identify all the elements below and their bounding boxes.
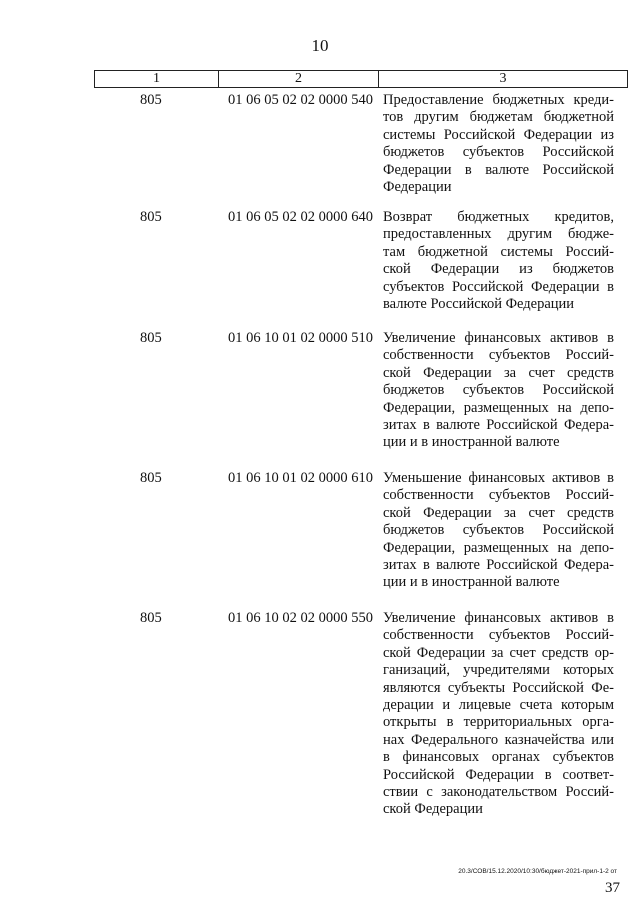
description-line: зитах в валюте Российской Федера- (383, 417, 614, 434)
admin-code-cell: 805 (140, 610, 162, 626)
footer-sheet-number: 37 (605, 880, 620, 896)
description-line: системы Российской Федерации из (383, 126, 614, 143)
column-header-table (94, 70, 628, 88)
description-cell (383, 92, 614, 196)
description-line: собственности субъектов Россий- (383, 347, 614, 364)
budget-code-cell: 01 06 10 02 02 0000 550 (228, 610, 373, 626)
description-line: там бюджетной системы Россий- (383, 243, 614, 260)
admin-code-cell: 805 (140, 209, 162, 225)
description-line: зитах в валюте Российской Федера- (383, 557, 614, 574)
description-line: ганизаций, учредителями которых (383, 662, 614, 679)
budget-code-cell: 01 06 05 02 02 0000 640 (228, 209, 373, 225)
description-line: Уменьшение финансовых активов в (383, 470, 614, 486)
description-line: в финансовых органах субъектов (383, 749, 614, 766)
description-line: бюджетов субъектов Российской (383, 522, 614, 539)
description-cell (383, 470, 614, 592)
description-line: Федерации (383, 179, 452, 196)
description-line: Федерации, размещенных на депо- (383, 399, 614, 416)
column-header-1: 1 (95, 71, 219, 88)
description-line: предоставленных другим бюдже- (383, 226, 614, 243)
description-line: валюте Российской Федерации (383, 296, 575, 313)
description-line: Возврат бюджетных кредитов, (383, 209, 614, 225)
description-line: ствии с законодательством Россий- (383, 784, 614, 801)
description-line: бюджетов субъектов Российской (383, 382, 614, 399)
description-line: дерации и лицевые счета которым (383, 697, 614, 714)
description-line: ской Федерации (383, 801, 483, 818)
budget-code-cell: 01 06 10 01 02 0000 510 (228, 330, 373, 346)
description-line: ции и в иностранной валюте (383, 434, 560, 451)
description-line: являются субъекты Российской Фе- (383, 679, 614, 696)
budget-code-cell: 01 06 10 01 02 0000 610 (228, 470, 373, 486)
admin-code-cell: 805 (140, 330, 162, 346)
admin-code-cell: 805 (140, 470, 162, 486)
description-line: ской Федерации за счет средств (383, 504, 614, 521)
description-line: собственности субъектов Россий- (383, 487, 614, 504)
budget-code-cell: 01 06 05 02 02 0000 540 (228, 92, 373, 108)
column-header-3: 3 (379, 71, 628, 88)
description-line: Увеличение финансовых активов в (383, 610, 614, 626)
description-line: открыты в территориальных орга- (383, 714, 614, 731)
description-line: Предоставление бюджетных креди- (383, 92, 614, 108)
description-line: тов другим бюджетам бюджетной (383, 109, 614, 126)
description-line: ской Федерации за счет средств ор- (383, 644, 614, 661)
description-line: Российской Федерации в соответ- (383, 766, 614, 783)
description-line: ской Федерации из бюджетов (383, 261, 614, 278)
description-cell (383, 209, 614, 313)
description-cell (383, 330, 614, 452)
column-header-2: 2 (219, 71, 379, 88)
description-line: Увеличение финансовых активов в (383, 330, 614, 346)
description-line: бюджетов субъектов Российской (383, 144, 614, 161)
page-number: 10 (311, 36, 329, 55)
footer-document-code: 20.3/СОВ/15.12.2020/10:30/бюджет-2021-прил-1-2 от (458, 868, 617, 875)
description-line: собственности субъектов Россий- (383, 627, 614, 644)
description-line: ции и в иностранной валюте (383, 574, 560, 591)
description-line: ской Федерации за счет средств (383, 364, 614, 381)
column-header-row (95, 71, 628, 88)
description-line: нах Федерального казначейства или (383, 731, 614, 748)
description-cell (383, 610, 614, 819)
description-line: Федерации в валюте Российской (383, 161, 614, 178)
description-line: субъектов Российской Федерации в (383, 278, 614, 295)
description-line: Федерации, размещенных на депо- (383, 539, 614, 556)
admin-code-cell: 805 (140, 92, 162, 108)
